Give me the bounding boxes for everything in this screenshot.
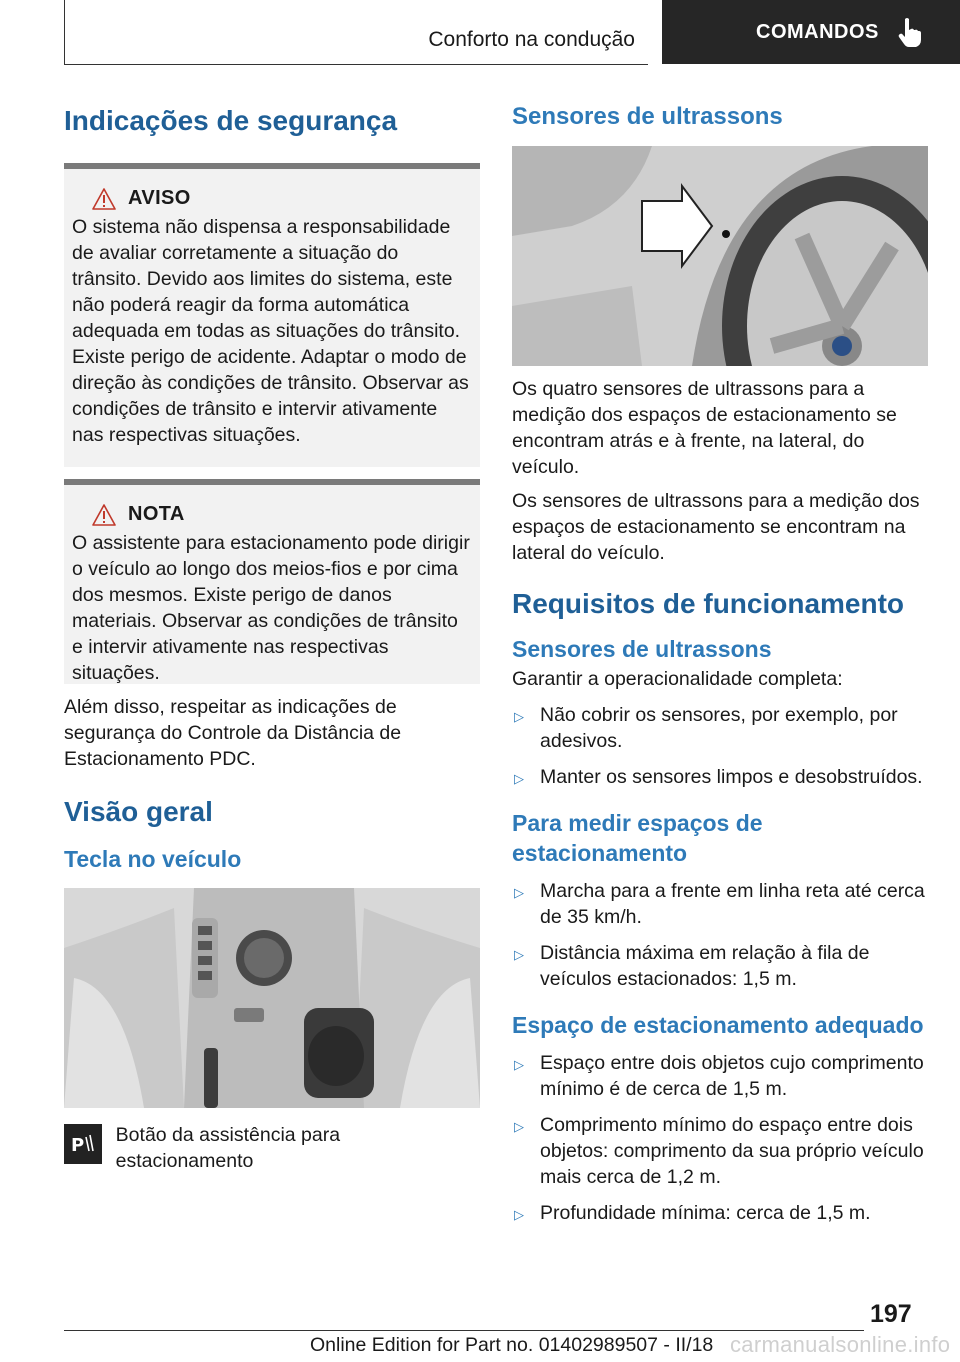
warning-text: O sistema não dispensa a responsabilidade de avaliar corretamente a situação do trânsito. Devido aos limites do sistema, este não poderá reagir da forma automática adequada em todas as situações do trânsito. Existe perigo de acidente. Adaptar o modo de direção às condições de trânsito. Observar as condições de trânsito e intervir ativamente nas respectivas situações. [72, 216, 469, 446]
additional-safety-text: Além disso, respeitar as indicações de segurança do Controle da Distância de Estacionamento PDC. [64, 696, 402, 770]
guarantee-text: Garantir a operacionalidade completa: [512, 668, 843, 690]
bullet-triangle-icon: ▷ [514, 947, 524, 962]
section-title-requirements: Requisitos de funcionamento [512, 588, 905, 619]
button-caption: Botão da assistência para estacionamento [115, 1124, 341, 1172]
pointing-hand-icon [897, 17, 923, 47]
header-left-rule [64, 0, 65, 64]
subsection-title-space: Espaço de estacionamento adequado [512, 1012, 924, 1038]
warning-triangle-icon [92, 188, 116, 210]
footer-rule [64, 1330, 864, 1331]
header-section-title: Conforto na condução [428, 28, 635, 51]
warning-box [64, 163, 480, 467]
button-caption-row [64, 1124, 480, 1174]
subsection-title-sensors: Sensores de ultrassons [512, 636, 772, 662]
subsection-title-measure: Para medir espaços de estacionamento [512, 810, 763, 866]
list-item: ▷ Manter os sensores limpos e desobstruídos. [514, 766, 923, 788]
header-rule [64, 64, 648, 65]
edition-text: Online Edition for Part no. 01402989507 - II/18 [310, 1334, 714, 1356]
section-title-sensors: Sensores de ultrassons [512, 103, 783, 130]
page-number: 197 [870, 1300, 912, 1328]
bullet-triangle-icon: ▷ [514, 1057, 524, 1072]
wheel-sensor-illustration [512, 146, 928, 366]
center-console-illustration [64, 888, 480, 1108]
section-title-overview: Visão geral [64, 796, 213, 827]
section-title-safety: Indicações de segurança [64, 105, 398, 136]
subsection-title-button: Tecla no veículo [64, 846, 242, 872]
svg-text:P: P [70, 1135, 85, 1156]
vehicle-console-image [64, 888, 480, 1108]
right-column [512, 100, 928, 1226]
note-title: NOTA [128, 503, 185, 525]
sensors-paragraph-2: Os sensores de ultrassons para a medição dos espaços de estacionamento se encontram na lateral do veículo. [512, 490, 920, 564]
warning-triangle-icon [92, 504, 116, 526]
bullet-triangle-icon: ▷ [514, 771, 524, 786]
list-item: ▷ Marcha para a frente em linha reta até cerca de 35 km/h. [514, 880, 925, 928]
parking-assistant-icon [64, 1124, 102, 1164]
sensors-paragraph-1: Os quatro sensores de ultrassons para a medição dos espaços de estacionamento se encontram atrás e à frente, na lateral, do veículo. [512, 378, 897, 478]
header-chapter-label: COMANDOS [756, 20, 879, 43]
watermark-text: carmanualsonline.info [730, 1332, 951, 1357]
note-box [64, 479, 480, 684]
bullet-triangle-icon: ▷ [514, 1207, 524, 1222]
list-item: ▷ Comprimento mínimo do espaço entre dois objetos: comprimento da sua próprio veículo mais cerca de 1,2 m. [514, 1114, 924, 1188]
sensor-bullet-list [512, 702, 928, 790]
bullet-triangle-icon: ▷ [514, 885, 524, 900]
bullet-triangle-icon: ▷ [514, 1119, 524, 1134]
list-item: ▷ Espaço entre dois objetos cujo comprimento mínimo é de cerca de 1,5 m. [514, 1052, 924, 1100]
note-text: O assistente para estacionamento pode dirigir o veículo ao longo dos meios-fios e por cima dos mesmos. Existe perigo de danos materiais. Observar as condições de trânsito e intervir ativamente nas respectivas situações. [72, 532, 470, 684]
header-chapter-tab[interactable] [662, 0, 960, 64]
measure-bullet-list [512, 878, 928, 992]
warning-title: AVISO [128, 187, 191, 209]
bullet-triangle-icon: ▷ [514, 709, 524, 724]
left-column [64, 100, 480, 1174]
list-item: ▷ Profundidade mínima: cerca de 1,5 m. [514, 1202, 871, 1224]
list-item: ▷ Não cobrir os sensores, por exemplo, por adesivos. [514, 704, 898, 752]
list-item: ▷ Distância máxima em relação à fila de veículos estacionados: 1,5 m. [514, 942, 870, 990]
sensor-location-image [512, 146, 928, 366]
space-bullet-list [512, 1050, 928, 1226]
